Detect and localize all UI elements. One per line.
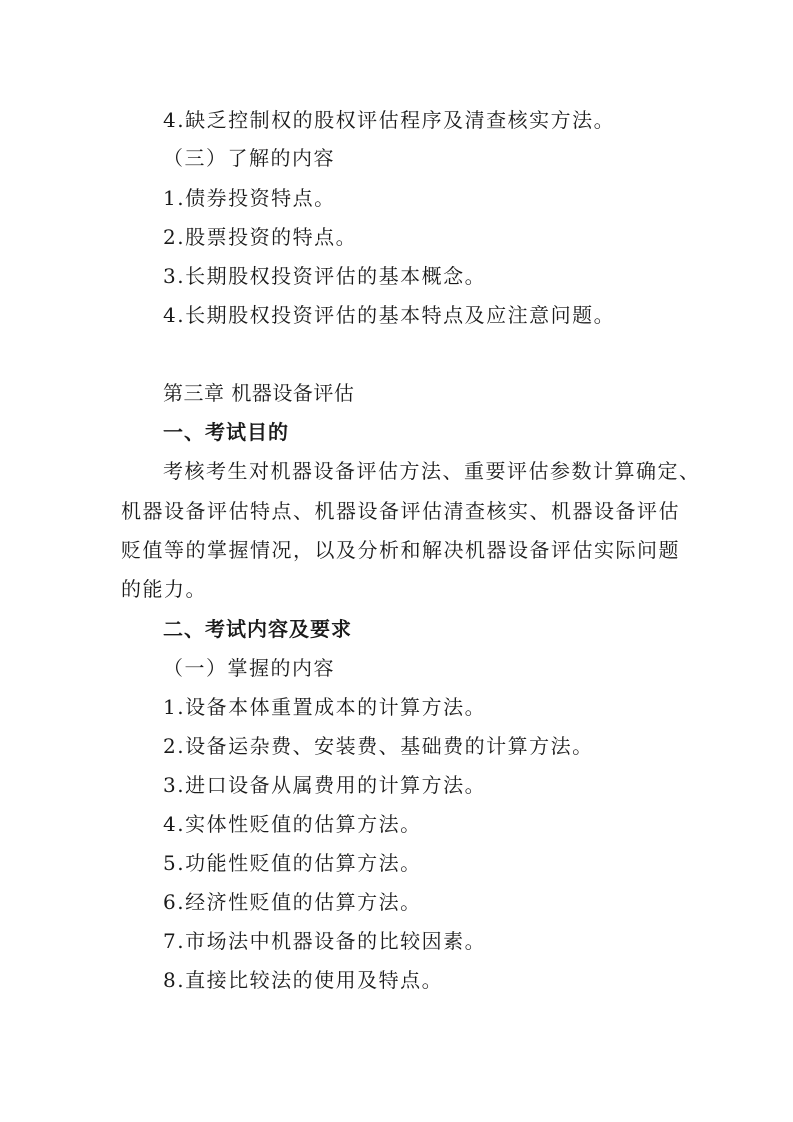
list-item: 2.股票投资的特点。 <box>163 225 358 249</box>
chapter-title: 第三章 机器设备评估 <box>163 381 355 405</box>
list-item: 6.经济性贬值的估算方法。 <box>163 890 422 914</box>
list-item: 1.设备本体重置成本的计算方法。 <box>163 695 487 719</box>
paragraph-line: 贬值等的掌握情况，以及分析和解决机器设备评估实际问题 <box>121 538 680 562</box>
subsection-title: （三）了解的内容 <box>163 146 335 170</box>
list-item: 3.长期股权投资评估的基本概念。 <box>163 264 487 288</box>
list-item: 4.缺乏控制权的股权评估程序及清查核实方法。 <box>163 108 616 132</box>
list-item: 4.实体性贬值的估算方法。 <box>163 812 422 836</box>
subsection-title: （一）掌握的内容 <box>163 656 335 680</box>
list-item: 4.长期股权投资评估的基本特点及应注意问题。 <box>163 303 616 327</box>
list-item: 3.进口设备从属费用的计算方法。 <box>163 773 487 797</box>
list-item: 1.债券投资特点。 <box>163 186 336 210</box>
section-heading: 二、考试内容及要求 <box>163 617 352 641</box>
list-item: 8.直接比较法的使用及特点。 <box>163 968 444 992</box>
paragraph-line: 考核考生对机器设备评估方法、重要评估参数计算确定、 <box>163 459 701 483</box>
section-heading: 一、考试目的 <box>163 420 289 444</box>
list-item: 7.市场法中机器设备的比较因素。 <box>163 929 487 953</box>
list-item: 5.功能性贬值的估算方法。 <box>163 851 422 875</box>
paragraph-line: 的能力。 <box>121 577 207 601</box>
paragraph-line: 机器设备评估特点、机器设备评估清查核实、机器设备评估 <box>121 499 680 523</box>
list-item: 2.设备运杂费、安装费、基础费的计算方法。 <box>163 734 594 758</box>
